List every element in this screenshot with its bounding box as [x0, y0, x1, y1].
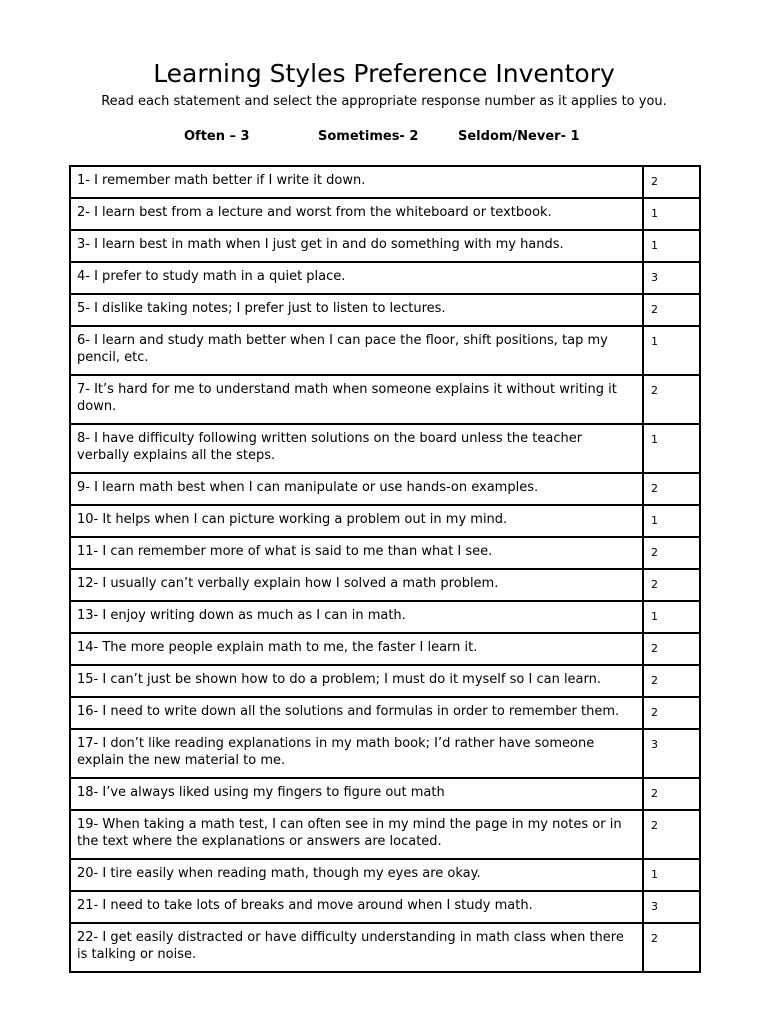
response-cell[interactable]: 2 — [643, 810, 700, 859]
statement-cell: 6- I learn and study math better when I can pace the floor, shift positions, tap my pencil, etc. — [70, 326, 643, 375]
response-cell[interactable]: 2 — [643, 473, 700, 505]
response-scale-legend — [0, 129, 768, 147]
table-row — [70, 198, 700, 230]
table-row — [70, 778, 700, 810]
legend-seldom-never: Seldom/Never- 1 — [458, 129, 580, 144]
response-cell[interactable]: 1 — [643, 326, 700, 375]
statement-cell: 17- I don’t like reading explanations in my math book; I’d rather have someone explain the new material to me. — [70, 729, 643, 778]
response-cell[interactable]: 2 — [643, 633, 700, 665]
table-row — [70, 230, 700, 262]
statement-cell: 7- It’s hard for me to understand math when someone explains it without writing it down. — [70, 375, 643, 424]
response-cell[interactable]: 2 — [643, 697, 700, 729]
response-cell[interactable]: 1 — [643, 424, 700, 473]
statement-cell: 18- I’ve always liked using my fingers to figure out math — [70, 778, 643, 810]
response-cell[interactable]: 3 — [643, 262, 700, 294]
table-row — [70, 601, 700, 633]
response-cell[interactable]: 2 — [643, 537, 700, 569]
response-cell[interactable]: 1 — [643, 230, 700, 262]
inventory-table-body — [70, 166, 700, 972]
statement-cell: 14- The more people explain math to me, the faster I learn it. — [70, 633, 643, 665]
response-cell[interactable]: 2 — [643, 778, 700, 810]
table-row — [70, 633, 700, 665]
response-cell[interactable]: 1 — [643, 198, 700, 230]
response-cell[interactable]: 3 — [643, 729, 700, 778]
table-row — [70, 294, 700, 326]
table-row — [70, 891, 700, 923]
statement-cell: 12- I usually can’t verbally explain how I solved a math problem. — [70, 569, 643, 601]
statement-cell: 2- I learn best from a lecture and worst from the whiteboard or textbook. — [70, 198, 643, 230]
statement-cell: 16- I need to write down all the solutions and formulas in order to remember them. — [70, 697, 643, 729]
table-row — [70, 569, 700, 601]
table-row — [70, 375, 700, 424]
response-cell[interactable]: 1 — [643, 859, 700, 891]
table-row — [70, 923, 700, 972]
response-cell[interactable]: 2 — [643, 166, 700, 198]
table-row — [70, 262, 700, 294]
page-title: Learning Styles Preference Inventory — [153, 59, 615, 88]
statement-cell: 19- When taking a math test, I can often see in my mind the page in my notes or in the text where the explanations or answers are located. — [70, 810, 643, 859]
statement-cell: 11- I can remember more of what is said to me than what I see. — [70, 537, 643, 569]
statement-cell: 22- I get easily distracted or have difficulty understanding in math class when there is talking or noise. — [70, 923, 643, 972]
statement-cell: 21- I need to take lots of breaks and move around when I study math. — [70, 891, 643, 923]
table-row — [70, 326, 700, 375]
statement-cell: 13- I enjoy writing down as much as I can in math. — [70, 601, 643, 633]
statement-cell: 20- I tire easily when reading math, though my eyes are okay. — [70, 859, 643, 891]
response-cell[interactable]: 3 — [643, 891, 700, 923]
statement-cell: 5- I dislike taking notes; I prefer just to listen to lectures. — [70, 294, 643, 326]
response-cell[interactable]: 2 — [643, 569, 700, 601]
table-row — [70, 473, 700, 505]
response-cell[interactable]: 2 — [643, 375, 700, 424]
response-cell[interactable]: 2 — [643, 923, 700, 972]
statement-cell: 8- I have difficulty following written solutions on the board unless the teacher verbally explains all the steps. — [70, 424, 643, 473]
statement-cell: 4- I prefer to study math in a quiet place. — [70, 262, 643, 294]
instructions-text: Read each statement and select the appropriate response number as it applies to you. — [101, 94, 667, 109]
table-row — [70, 697, 700, 729]
table-row — [70, 166, 700, 198]
table-row — [70, 505, 700, 537]
legend-often: Often – 3 — [184, 129, 250, 144]
statement-cell: 15- I can’t just be shown how to do a problem; I must do it myself so I can learn. — [70, 665, 643, 697]
inventory-table — [69, 165, 701, 973]
response-cell[interactable]: 1 — [643, 601, 700, 633]
response-cell[interactable]: 2 — [643, 665, 700, 697]
table-row — [70, 729, 700, 778]
legend-sometimes: Sometimes- 2 — [318, 129, 419, 144]
statement-cell: 3- I learn best in math when I just get in and do something with my hands. — [70, 230, 643, 262]
table-row — [70, 665, 700, 697]
table-row — [70, 424, 700, 473]
statement-cell: 9- I learn math best when I can manipulate or use hands-on examples. — [70, 473, 643, 505]
table-row — [70, 859, 700, 891]
response-cell[interactable]: 1 — [643, 505, 700, 537]
statement-cell: 10- It helps when I can picture working a problem out in my mind. — [70, 505, 643, 537]
table-row — [70, 810, 700, 859]
statement-cell: 1- I remember math better if I write it down. — [70, 166, 643, 198]
table-row — [70, 537, 700, 569]
response-cell[interactable]: 2 — [643, 294, 700, 326]
